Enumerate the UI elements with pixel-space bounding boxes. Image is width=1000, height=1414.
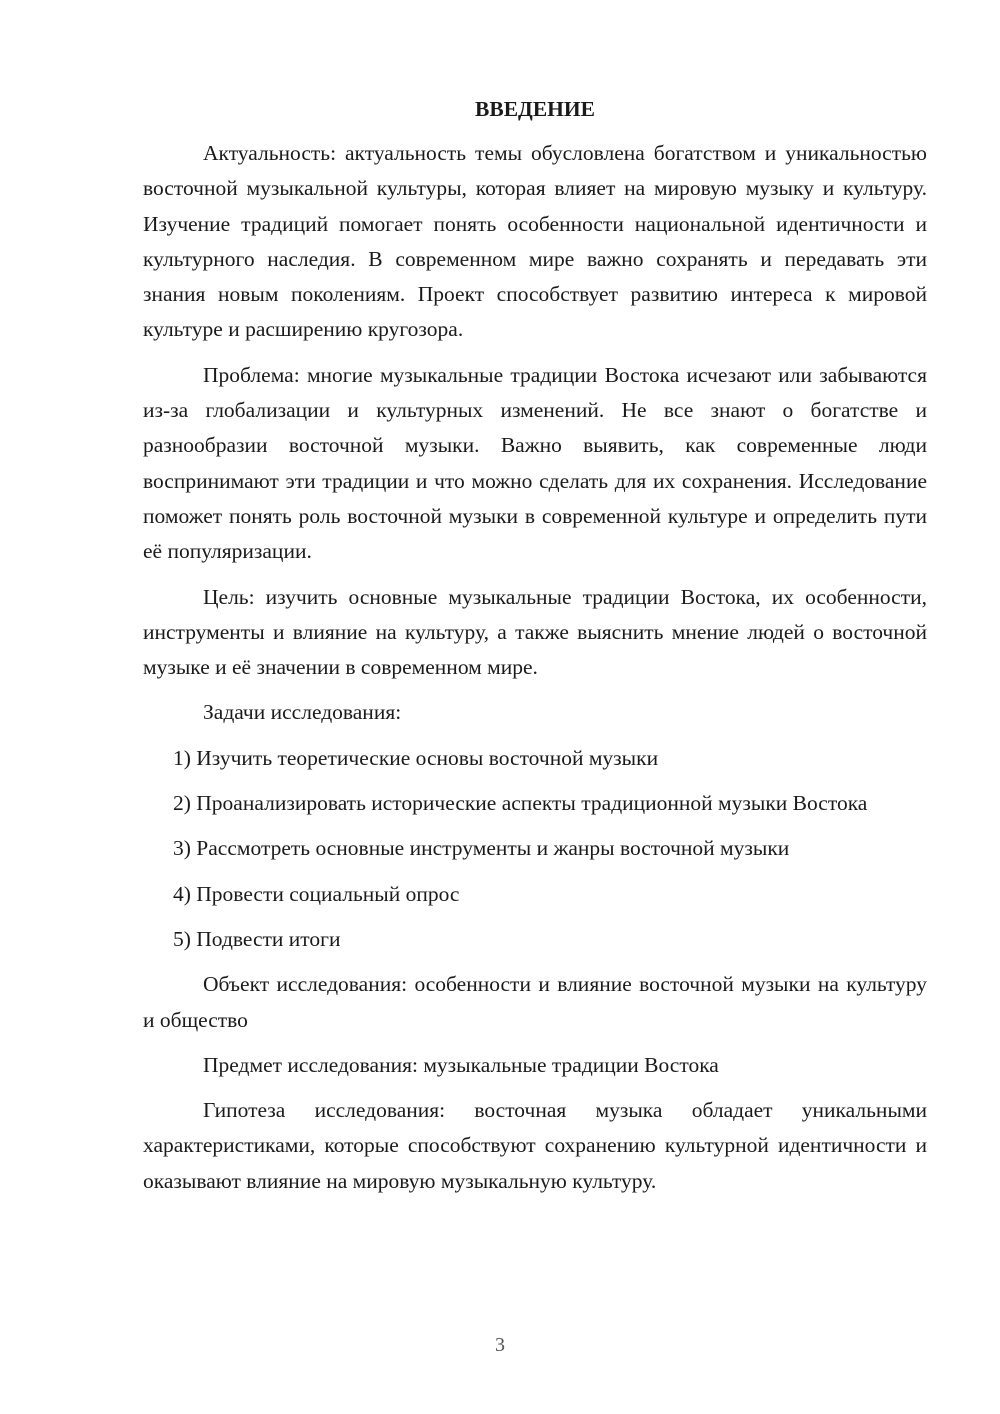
task-item-3: 3) Рассмотреть основные инструменты и жанры восточной музыки xyxy=(173,836,790,861)
task-item-2: 2) Проанализировать исторические аспекты традиционной музыки Востока xyxy=(173,791,868,816)
task-item-5: 5) Подвести итоги xyxy=(173,926,341,951)
task-item-4: 4) Провести социальный опрос xyxy=(173,881,460,906)
tasks-heading: Задачи исследования: xyxy=(203,700,402,725)
problem-paragraph: Проблема: многие музыкальные традиции Востока исчезают или забываются из-за глобализации и культурных изменений. Не все знают о богатстве и разнообразии восточной музыки. Важно выявить, как современные люди воспринимают эти традиции и что можно сделать для их сохранения. Исследование поможет понять роль восточной музыки в современной культуре и определить пути её популяризации. xyxy=(143,362,927,564)
subject-paragraph: Предмет исследования: музыкальные традиции Востока xyxy=(203,1052,719,1077)
hypothesis-paragraph: Гипотеза исследования: восточная музыка обладает уникальными характеристиками, которые способствуют сохранению культурной идентичности и оказывают влияние на мировую музыкальную культуру. xyxy=(143,1098,927,1193)
relevance-paragraph: Актуальность: актуальность темы обусловлена богатством и уникальностью восточной музыкальной культуры, которая влияет на мировую музыку и культуру. Изучение традиций помогает понять особенности национальной идентичности и культурного наследия. В современном мире важно сохранять и передавать эти знания новым поколениям. Проект способствует развитию интереса к мировой культуре и расширению кругозора. xyxy=(143,141,927,342)
task-item-1: 1) Изучить теоретические основы восточной музыки xyxy=(173,745,659,770)
document-page xyxy=(143,92,927,1209)
page-title: ВВЕДЕНИЕ xyxy=(475,97,595,121)
page-number: 3 xyxy=(495,1334,505,1356)
goal-paragraph: Цель: изучить основные музыкальные традиции Востока, их особенности, инструменты и влияние на культуру, а также выяснить мнение людей о восточной музыке и её значении в современном мире. xyxy=(143,584,927,680)
object-paragraph: Объект исследования: особенности и влияние восточной музыки на культуру и общество xyxy=(143,972,927,1032)
